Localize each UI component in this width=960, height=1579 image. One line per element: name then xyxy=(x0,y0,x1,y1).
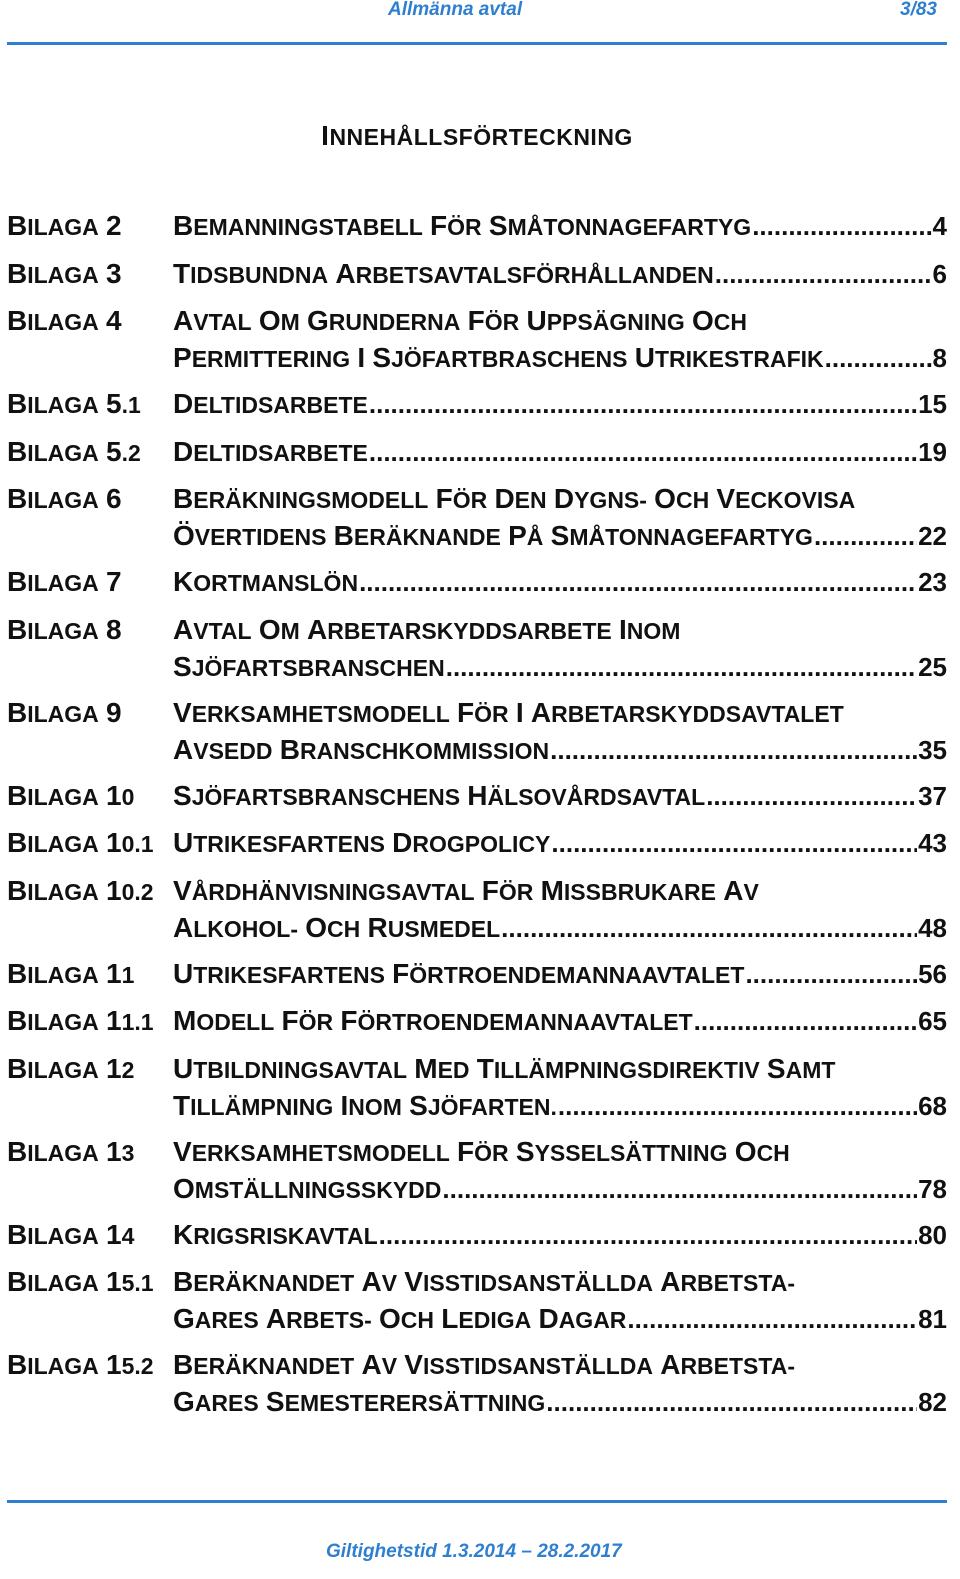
toc-entry-title xyxy=(173,434,947,471)
toc-entry-title xyxy=(173,956,947,993)
toc-entry-title-line: BERÄKNANDET AV VISSTIDSANSTÄLLDA ARBETSTA- xyxy=(173,1266,795,1297)
toc-entry-label: BILAGA 11.1 xyxy=(7,1005,154,1036)
toc-entry-title-line: TILLÄMPNING INOM SJÖFARTEN. xyxy=(173,1089,557,1121)
toc-entry-page-number: 25 xyxy=(918,651,947,682)
dot-leader xyxy=(752,208,931,244)
validity-period: Giltighetstid 1.3.2014 – 28.2.2017 xyxy=(326,1541,622,1562)
page-header xyxy=(0,0,960,46)
toc-entry-page-number: 81 xyxy=(918,1304,947,1334)
toc-entry-page-number: 19 xyxy=(918,436,947,467)
toc-entry-title xyxy=(173,386,947,423)
toc-entry-page-number: 23 xyxy=(918,567,947,597)
toc-entry-title-line: DELTIDSARBETE xyxy=(173,435,368,467)
toc-entry-page-number: 8 xyxy=(932,343,947,373)
toc-entry-title xyxy=(173,695,947,769)
toc-entry-label: BILAGA 10.2 xyxy=(7,874,154,906)
toc-entry-title xyxy=(173,825,947,862)
toc-entry-title xyxy=(173,1134,947,1208)
toc-entry-page-number: 22 xyxy=(918,521,947,551)
toc-entry-label: BILAGA 10.1 xyxy=(7,827,154,858)
dot-leader xyxy=(501,910,917,946)
toc-entry-label: BILAGA 15.1 xyxy=(7,1266,154,1297)
toc-entry-title-line: UTRIKESFARTENS DROGPOLICY xyxy=(173,827,551,858)
dot-leader xyxy=(369,386,917,422)
toc-entry-title-line: SJÖFARTSBRANSCHENS HÄLSOVÅRDSAVTAL xyxy=(173,779,706,811)
toc-entry-title-line: TIDSBUNDNA ARBETSAVTALSFÖRHÅLLANDEN xyxy=(173,257,714,289)
toc-entry-page-number: 35 xyxy=(918,734,947,765)
toc-entry-title xyxy=(173,612,947,686)
toc-entry-title xyxy=(173,778,947,815)
toc-entry-title xyxy=(173,1217,947,1254)
toc-entry-title-line: AVTAL OM ARBETARSKYDDSARBETE INOM xyxy=(173,613,681,645)
toc-entry-title-line: MODELL FÖR FÖRTROENDEMANNAAVTALET xyxy=(173,1005,693,1036)
page-footer xyxy=(0,1500,960,1579)
dot-leader xyxy=(442,1171,917,1207)
toc-entry-page-number: 68 xyxy=(918,1090,947,1121)
toc-entry-title-line: DELTIDSARBETE xyxy=(173,388,368,419)
toc-entry-title xyxy=(173,303,947,377)
toc-entry-label: BILAGA 15.2 xyxy=(7,1349,154,1380)
toc-entry-page-number: 48 xyxy=(918,912,947,943)
toc-entry-title-line: KRIGSRISKAVTAL xyxy=(173,1218,378,1250)
dot-leader xyxy=(694,1003,917,1039)
header-rule xyxy=(7,42,947,45)
toc-entry-label: BILAGA 4 xyxy=(7,305,122,336)
toc-entry-title xyxy=(173,208,947,245)
footer-rule xyxy=(7,1500,947,1503)
toc-entry-title-line: AVSEDD BRANSCHKOMMISSION xyxy=(173,733,550,765)
toc-entry-page-number: 82 xyxy=(918,1387,947,1417)
toc-entry-label: BILAGA 9 xyxy=(7,696,122,728)
toc-entry-title-line: ÖVERTIDENS BERÄKNANDE PÅ SMÅTONNAGEFARTYG xyxy=(173,520,813,551)
toc-entry-title-line: SJÖFARTSBRANSCHEN xyxy=(173,650,445,682)
document-title: Allmänna avtal xyxy=(388,0,523,20)
toc-entry-page-number: 65 xyxy=(918,1006,947,1036)
toc-entry-label: BILAGA 14 xyxy=(7,1218,135,1250)
dot-leader xyxy=(627,1301,917,1337)
toc-entry-title-line: KORTMANSLÖN xyxy=(173,566,359,597)
toc-entry-page-number: 15 xyxy=(918,389,947,419)
toc-entry-title-line: AVTAL OM GRUNDERNA FÖR UPPSÄGNING OCH xyxy=(173,305,747,336)
dot-leader xyxy=(825,340,932,376)
toc-entry-page-number: 37 xyxy=(918,780,947,811)
toc-entry-title xyxy=(173,1003,947,1040)
toc-entry-label: BILAGA 2 xyxy=(7,210,122,241)
toc-entry-label: BILAGA 12 xyxy=(7,1052,135,1084)
dot-leader xyxy=(369,434,917,470)
toc-entry-page-number: 43 xyxy=(918,828,947,858)
toc-entry-title-line: BERÄKNINGSMODELL FÖR DEN DYGNS- OCH VECKOVISA xyxy=(173,483,856,514)
toc-entry-title-line: VERKSAMHETSMODELL FÖR SYSSELSÄTTNING OCH xyxy=(173,1135,790,1167)
dot-leader xyxy=(715,256,932,292)
toc-entry-label: BILAGA 8 xyxy=(7,613,122,645)
toc-entry-page-number: 4 xyxy=(932,211,947,241)
toc-entry-title-line: UTRIKESFARTENS FÖRTROENDEMANNAAVTALET xyxy=(173,957,745,989)
toc-entry-label: BILAGA 3 xyxy=(7,257,122,289)
dot-leader xyxy=(551,825,917,861)
toc-entry-label: BILAGA 7 xyxy=(7,566,122,597)
toc-entry-title-line: PERMITTERING I SJÖFARTBRASCHENS UTRIKESTRAFIK xyxy=(173,342,824,373)
dot-leader xyxy=(706,778,917,814)
toc-entry-page-number: 6 xyxy=(932,258,947,289)
toc-entry-label: BILAGA 13 xyxy=(7,1135,135,1167)
toc-entry-title xyxy=(173,1347,947,1421)
toc-entry-page-number: 56 xyxy=(918,958,947,989)
dot-leader xyxy=(814,518,917,554)
toc-entry-label: BILAGA 11 xyxy=(7,957,135,989)
toc-entry-title xyxy=(173,873,947,947)
toc-entry-page-number: 78 xyxy=(918,1173,947,1204)
page-number: 3/83 xyxy=(900,0,937,20)
toc-entry-title xyxy=(173,564,947,601)
toc-entry-title-line: BERÄKNANDET AV VISSTIDSANSTÄLLDA ARBETSTA- xyxy=(173,1349,795,1380)
toc-entry-label: BILAGA 5.2 xyxy=(7,435,141,467)
dot-leader xyxy=(546,1384,917,1420)
toc-entry-title-line: OMSTÄLLNINGSSKYDD xyxy=(173,1172,442,1204)
toc-entry-title xyxy=(173,1264,947,1338)
toc-heading: INNEHÅLLSFÖRTECKNING xyxy=(321,120,633,151)
toc-entry-label: BILAGA 5.1 xyxy=(7,388,141,419)
toc-entry-title xyxy=(173,481,947,555)
toc-entry-title-line: UTBILDNINGSAVTAL MED TILLÄMPNINGSDIREKTIV SAMT xyxy=(173,1052,836,1084)
toc-entry-title xyxy=(173,256,947,293)
toc-entry-title-line: BEMANNINGSTABELL FÖR SMÅTONNAGEFARTYG xyxy=(173,210,752,241)
dot-leader xyxy=(558,1088,917,1124)
toc-entry-page-number: 80 xyxy=(918,1219,947,1250)
toc-entry-title-line: VÅRDHÄNVISNINGSAVTAL FÖR MISSBRUKARE AV xyxy=(173,874,759,906)
dot-leader xyxy=(446,649,917,685)
dot-leader xyxy=(359,564,917,600)
dot-leader xyxy=(379,1217,917,1253)
toc-entry-title-line: VERKSAMHETSMODELL FÖR I ARBETARSKYDDSAVTALET xyxy=(173,696,844,728)
toc-entry-title-line: GARES SEMESTERERSÄTTNING xyxy=(173,1386,546,1417)
dot-leader xyxy=(550,732,917,768)
toc-entry-title-line: GARES ARBETS- OCH LEDIGA DAGAR xyxy=(173,1303,627,1334)
dot-leader xyxy=(745,956,917,992)
toc-entry-label: BILAGA 6 xyxy=(7,483,122,514)
toc-entry-label: BILAGA 10 xyxy=(7,779,135,811)
toc-entry-title xyxy=(173,1051,947,1125)
toc-entry-title-line: ALKOHOL- OCH RUSMEDEL xyxy=(173,911,501,943)
